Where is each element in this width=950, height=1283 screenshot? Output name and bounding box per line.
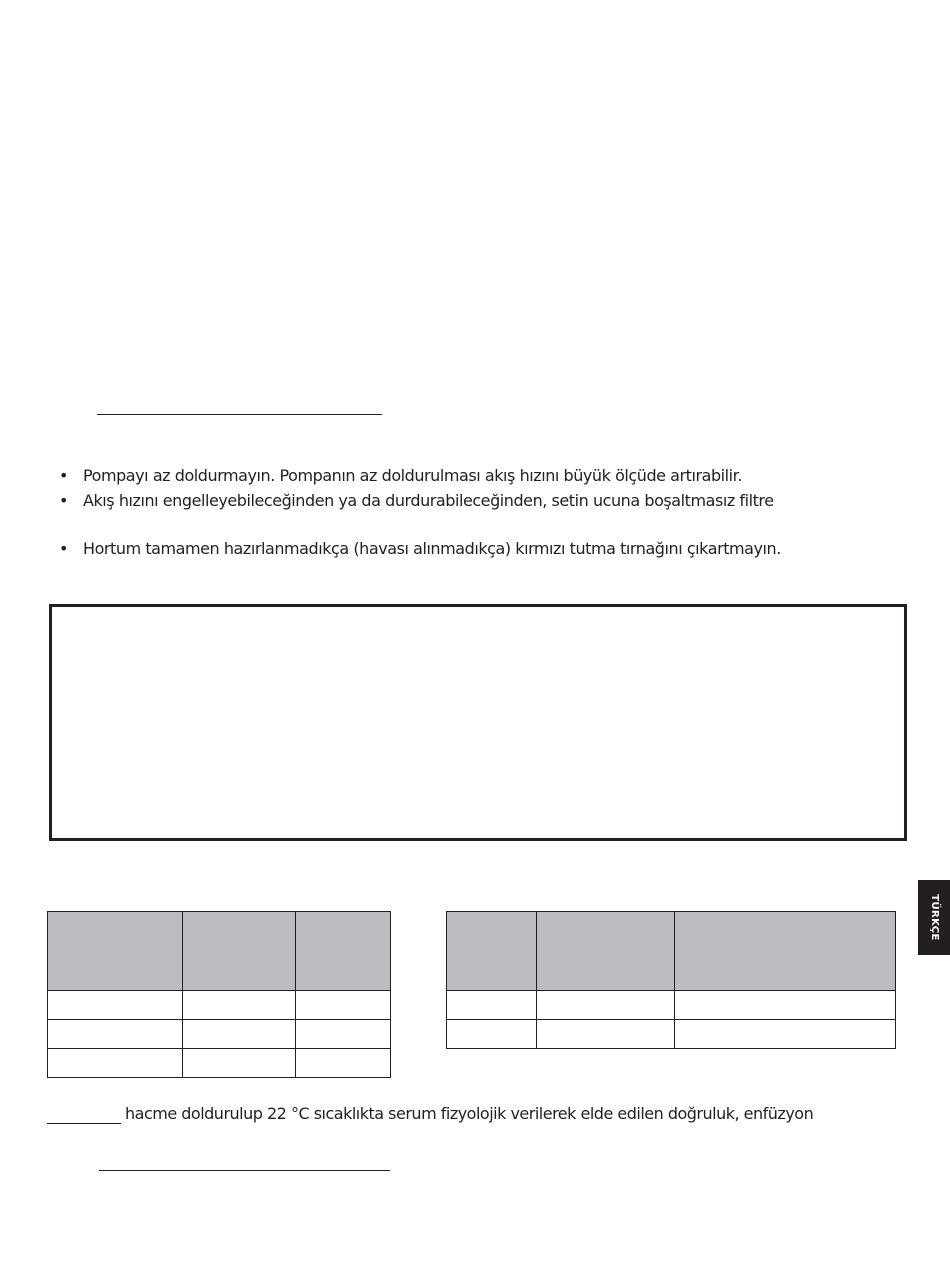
table-header-cell: [296, 912, 391, 991]
table-cell: [537, 1020, 675, 1049]
warning-box: [49, 604, 907, 841]
table-row: [48, 1020, 391, 1049]
language-tab-label: TÜRKÇE: [928, 894, 940, 941]
table-row: [48, 1049, 391, 1078]
table-cell: [447, 991, 537, 1020]
table-cell: [296, 991, 391, 1020]
table-header-cell: [48, 912, 183, 991]
table-cell: [537, 991, 675, 1020]
table-cell: [296, 1020, 391, 1049]
table-header-cell: [447, 912, 537, 991]
table-header-cell: [183, 912, 296, 991]
table-row: [447, 1020, 896, 1049]
table-header-row: [48, 912, 391, 991]
table-cell: [183, 991, 296, 1020]
accuracy-note: hacme doldurulup 22 °C sıcaklıkta serum fizyolojik verilerek elde edilen doğruluk, enfüzyon: [125, 1104, 814, 1123]
table-cell: [675, 991, 896, 1020]
flow-rate-table-right: [446, 911, 896, 1049]
table-header-cell: [675, 912, 896, 991]
list-item: Pompayı az doldurmayın. Pompanın az doldurulması akış hızını büyük ölçüde artırabilir.: [83, 466, 742, 485]
table-row: [447, 991, 896, 1020]
table-cell: [183, 1049, 296, 1078]
list-item: Hortum tamamen hazırlanmadıkça (havası alınmadıkça) kırmızı tutma tırnağını çıkartmayın.: [83, 539, 781, 558]
table-cell: [296, 1049, 391, 1078]
table-header-row: [447, 912, 896, 991]
table-cell: [447, 1020, 537, 1049]
bottom-heading-rule: [99, 1170, 390, 1171]
table-header-cell: [537, 912, 675, 991]
list-item: Akış hızını engelleyebileceğinden ya da durdurabileceğinden, setin ucuna boşaltmasız filtre: [83, 491, 774, 510]
note-blank-rule: [47, 1123, 121, 1124]
table-cell: [675, 1020, 896, 1049]
table-cell: [48, 1020, 183, 1049]
language-tab: [918, 880, 950, 955]
bullet-marker: •: [59, 466, 69, 485]
table-cell: [48, 991, 183, 1020]
table-cell: [48, 1049, 183, 1078]
flow-rate-table-left: [47, 911, 391, 1078]
bullet-marker: •: [59, 491, 69, 510]
bullet-marker: •: [59, 539, 69, 558]
section-heading-rule: [97, 414, 382, 415]
table-row: [48, 991, 391, 1020]
table-cell: [183, 1020, 296, 1049]
